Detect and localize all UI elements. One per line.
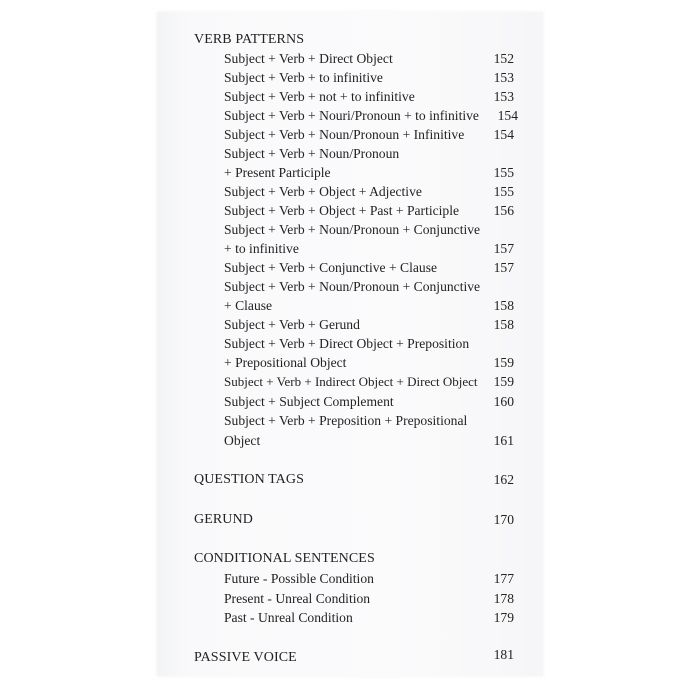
toc-entry: Present - Unreal Condition (224, 591, 371, 606)
toc-page-number: 161 (493, 433, 514, 448)
toc-page-number: 154 (493, 127, 514, 142)
toc-page-number: 181 (493, 647, 514, 662)
toc-entry-continuation: + Present Participle (224, 165, 331, 180)
toc-page-number: 156 (493, 203, 514, 218)
toc-entry: Subject + Verb + Indirect Object + Direct Object (224, 374, 478, 389)
toc-page-number: 159 (493, 374, 514, 389)
toc-entry: Subject + Verb + Noun/Pronoun (224, 146, 400, 161)
toc-entry: Subject + Verb + Preposition + Prepositional (224, 413, 468, 428)
toc-entry: Past - Unreal Condition (224, 610, 353, 625)
book-page (157, 12, 543, 676)
toc-entry-continuation: + Prepositional Object (224, 355, 347, 370)
toc-page-number: 179 (493, 610, 514, 625)
toc-entry: Subject + Verb + Noun/Pronoun + Conjunctive (224, 279, 481, 294)
section-title-conditional-sentences: CONDITIONAL SENTENCES (194, 551, 375, 566)
toc-page-number: 178 (493, 591, 514, 606)
toc-entry: Subject + Subject Complement (224, 394, 394, 409)
toc-entry: Subject + Verb + to infinitive (224, 70, 383, 85)
section-title-question-tags: QUESTION TAGS (194, 472, 304, 487)
toc-page-number: 155 (493, 165, 514, 180)
toc-page-number: 162 (493, 472, 514, 487)
toc-page-number: 157 (493, 241, 514, 256)
toc-entry: Subject + Verb + Nouri/Pronoun + to infinitive (224, 108, 479, 123)
toc-page-number: 158 (493, 298, 514, 313)
toc-page-number: 153 (493, 89, 514, 104)
toc-entry: Subject + Verb + Conjunctive + Clause (224, 260, 438, 275)
section-title-gerund: GERUND (194, 512, 253, 527)
toc-page-number: 158 (493, 317, 514, 332)
toc-entry: Subject + Verb + Object + Adjective (224, 184, 422, 199)
toc-page-number: 160 (493, 394, 514, 409)
toc-entry: Subject + Verb + Noun/Pronoun + Infinitive (224, 127, 465, 142)
toc-entry: Subject + Verb + not + to infinitive (224, 89, 415, 104)
toc-page-number: 170 (493, 512, 514, 527)
section-title-verb-patterns: VERB PATTERNS (194, 32, 305, 47)
toc-entry-continuation: Object (224, 433, 261, 448)
toc-entry: Subject + Verb + Direct Object + Preposition (224, 336, 470, 351)
toc-page-number: 157 (493, 260, 514, 275)
toc-entry: Subject + Verb + Object + Past + Participle (224, 203, 460, 218)
toc-entry: Subject + Verb + Direct Object (224, 51, 393, 66)
toc-page-number: 154 (497, 108, 518, 123)
toc-entry: Subject + Verb + Gerund (224, 317, 360, 332)
section-title-passive-voice: PASSIVE VOICE (194, 650, 297, 665)
toc-page-number: 155 (493, 184, 514, 199)
toc-entry: Future - Possible Condition (224, 571, 374, 586)
toc-entry-continuation: + Clause (224, 298, 273, 313)
toc-page-number: 177 (493, 571, 514, 586)
toc-page-number: 152 (493, 51, 514, 66)
toc-entry: Subject + Verb + Noun/Pronoun + Conjunctive (224, 222, 481, 237)
toc-page-number: 159 (493, 355, 514, 370)
toc-entry-continuation: + to infinitive (224, 241, 299, 256)
toc-page-number: 153 (493, 70, 514, 85)
